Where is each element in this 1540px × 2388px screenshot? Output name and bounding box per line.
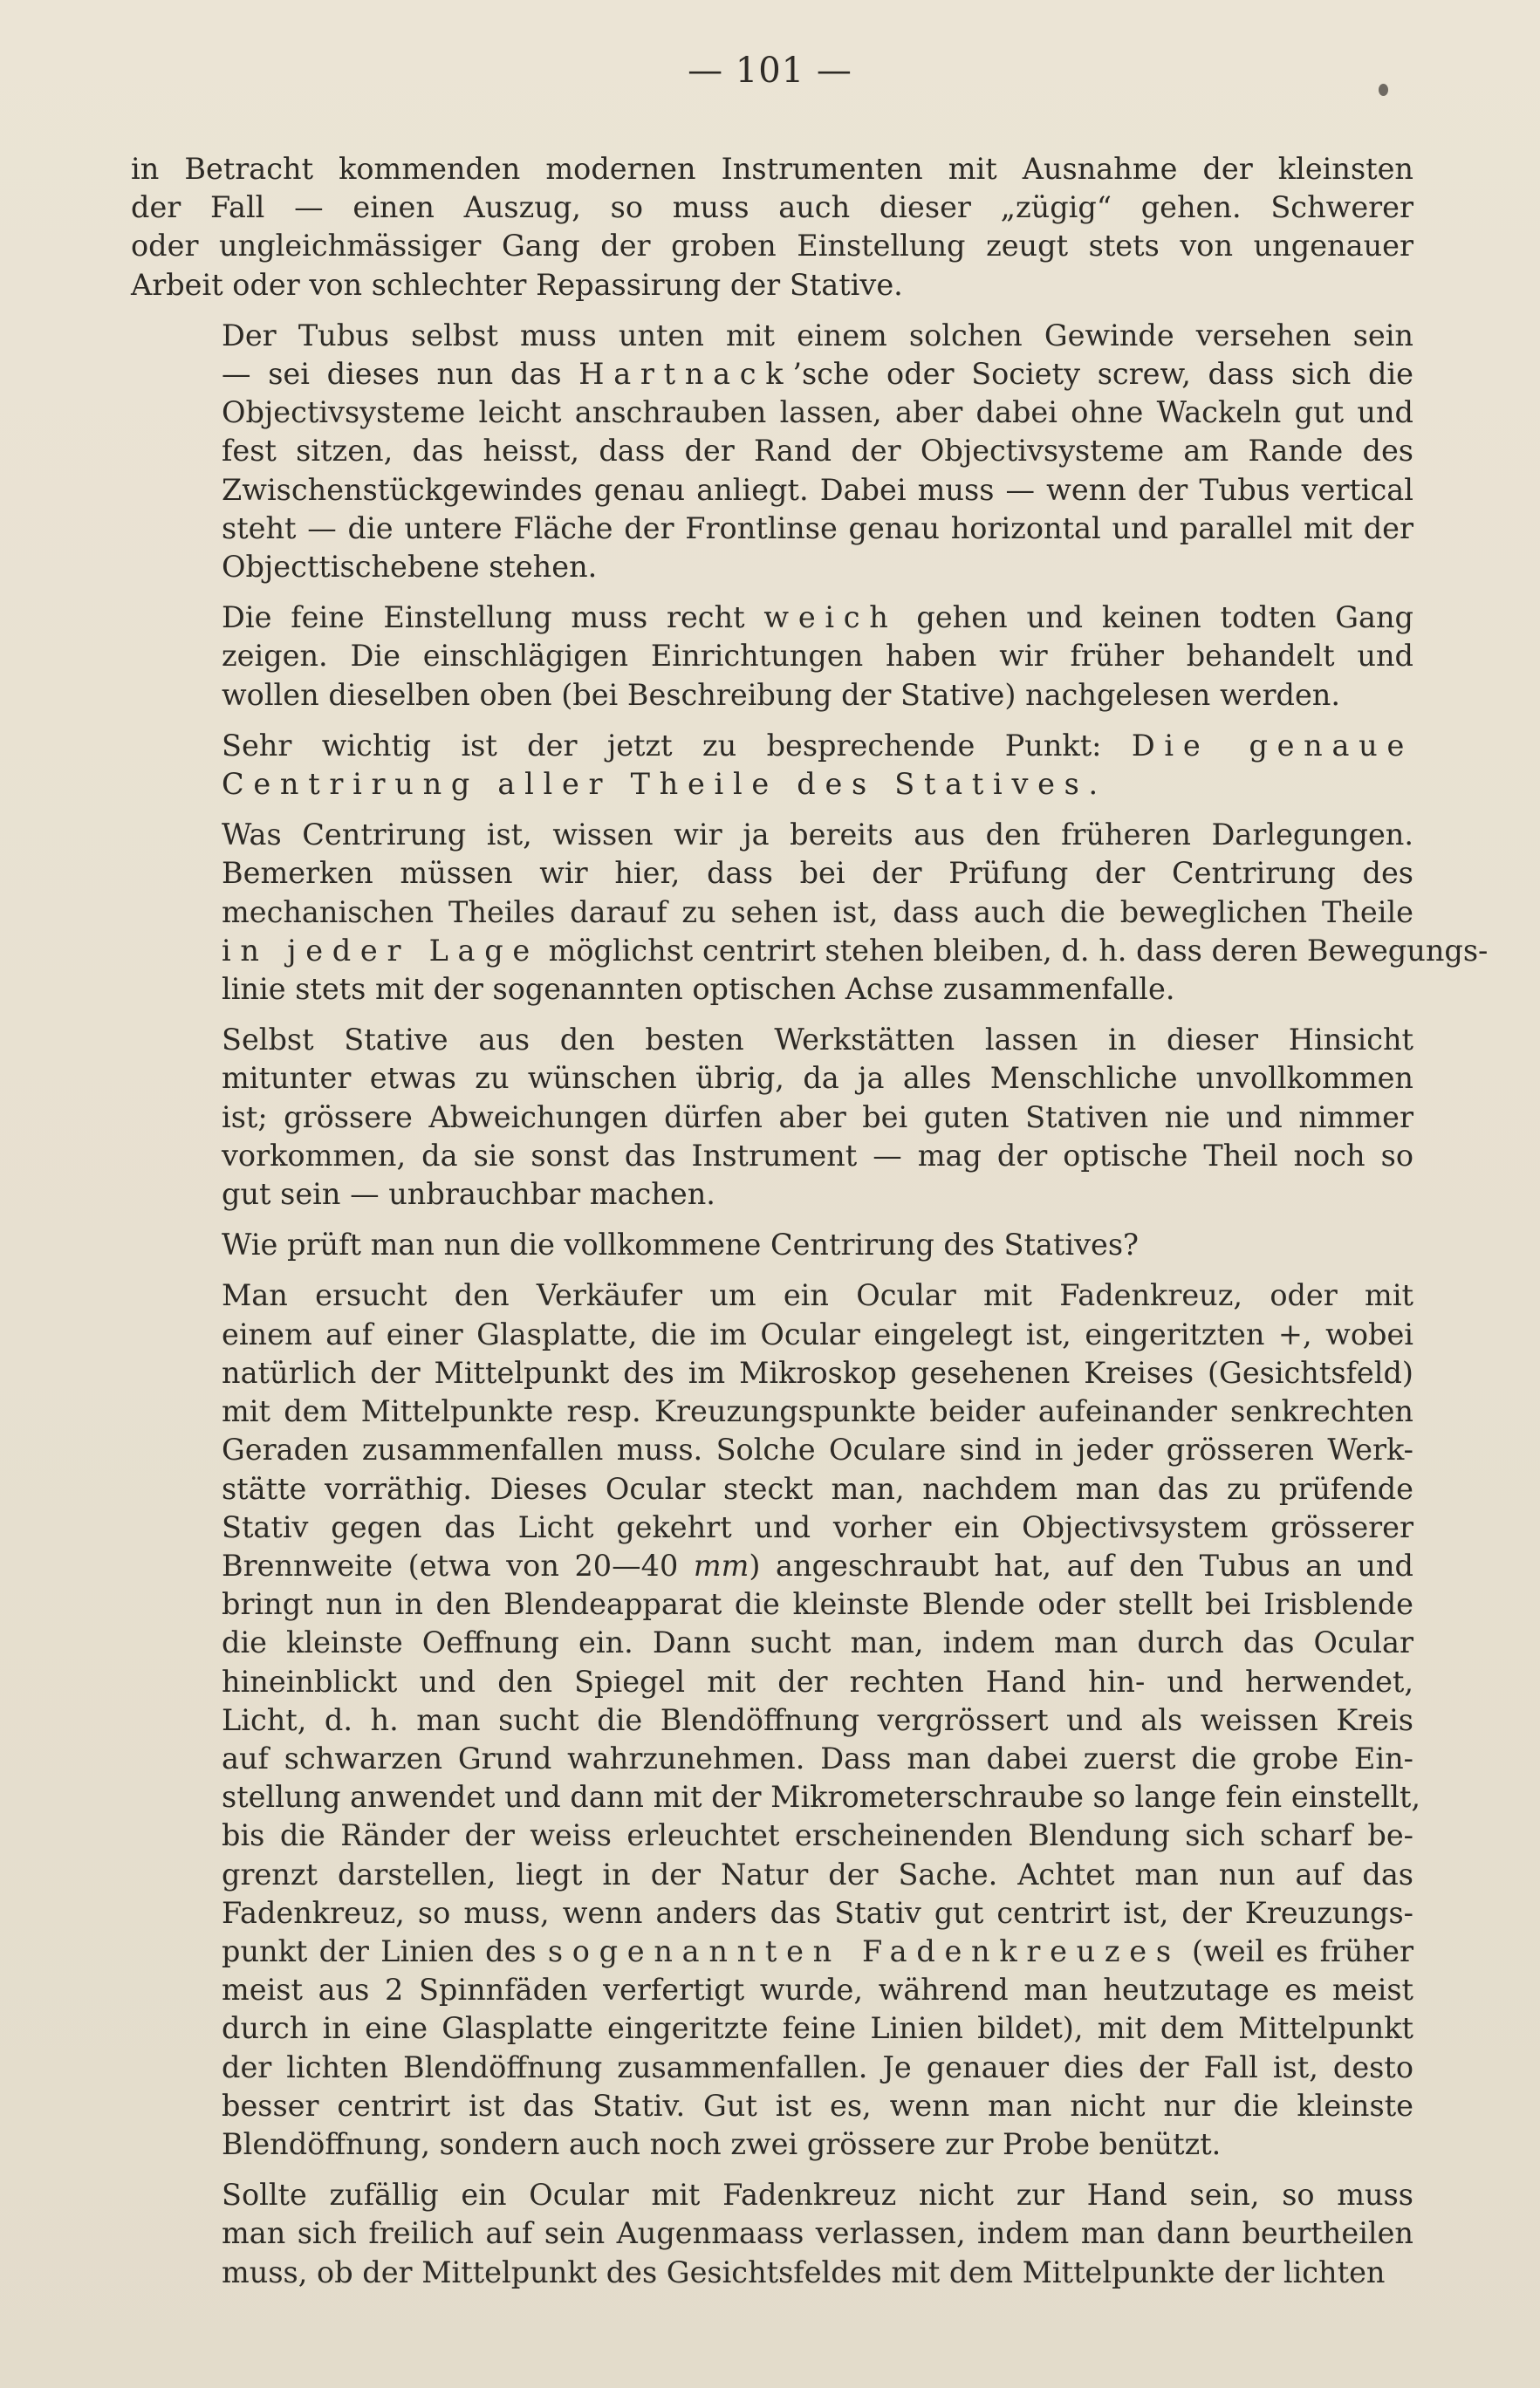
text-line [131, 317, 1413, 355]
text-run: ) angeschraubt hat, auf den Tubus an und [749, 1548, 1413, 1583]
text-line [131, 2087, 1413, 2125]
text-run: — sei dieses nun das [222, 357, 579, 392]
text-line [131, 1933, 1413, 1971]
text-line [131, 1226, 1413, 1264]
spaced-emphasis: sogenannten Fadenkreuzes [547, 1933, 1181, 1968]
text-run: grenzt darstellen, liegt in der Natur der Sache. Achtet man nun auf das [222, 1857, 1413, 1892]
text-run: natürlich der Mittelpunkt des im Mikroskop gesehenen Kreises (Gesichtsfeld) [222, 1355, 1413, 1390]
text-run: meist aus 2 Spinnfäden verfertigt wurde, während man heutzutage es meist [222, 1973, 1413, 2008]
text-run: Sehr wichtig ist der jetzt zu besprechende Punkt: [222, 728, 1132, 763]
text-line [131, 266, 1413, 304]
text-line [131, 393, 1413, 432]
text-run: mit dem Mittelpunkte resp. Kreuzungspunkte beider aufeinander senkrechten [222, 1394, 1413, 1429]
text-run: Der Tubus selbst muss unten mit einem solchen Gewinde versehen sein [222, 318, 1413, 352]
text-line [131, 510, 1413, 548]
text-line [131, 1470, 1413, 1509]
spaced-emphasis: Hartnack [578, 357, 793, 392]
page-number: — 101 — [688, 51, 852, 91]
text-line [131, 471, 1413, 510]
text-run: besser centrirt ist das Stativ. Gut ist es, wenn man nicht nur die kleinste [222, 2088, 1413, 2123]
paragraph-p7 [131, 1226, 1413, 1264]
italic-unit: mm [693, 1548, 749, 1583]
spaced-emphasis: in jeder Lage [222, 933, 539, 968]
text-line [131, 1276, 1413, 1315]
text-line [131, 1624, 1413, 1662]
text-run: durch in eine Glasplatte eingeritzte feine Linien bildet), mit dem Mittelpunkt [222, 2011, 1413, 2046]
text-run: mechanischen Theiles darauf zu sehen ist, dass auch die beweglichen Theile [222, 894, 1413, 929]
spaced-emphasis: Die genaue [1131, 728, 1413, 763]
text-line [131, 1316, 1413, 1354]
text-run: hineinblickt und den Spiegel mit der rechten Hand hin- und herwendet, [222, 1664, 1413, 1699]
spaced-emphasis: Centrirung aller Theile des Statives. [222, 767, 1107, 802]
text-run: stellung anwendet und dann mit der Mikrometerschraube so lange fein einstellt, [222, 1780, 1421, 1815]
text-run: Arbeit oder von schlechter Repassirung der Stative. [131, 267, 903, 302]
text-line [131, 2176, 1413, 2214]
paragraph-p5 [131, 816, 1489, 1009]
text-run: oder ungleichmässiger Gang der groben Einstellung zeugt stets von ungenauer [131, 229, 1413, 263]
text-line [131, 355, 1413, 393]
text-run: Zwischenstückgewindes genau anliegt. Dabei muss — wenn der Tubus vertical [222, 472, 1413, 507]
text-line [131, 2009, 1413, 2048]
text-line [131, 893, 1413, 932]
text-run: man sich freilich auf sein Augenmaass verlassen, indem man dann beurtheilen [222, 2216, 1413, 2251]
paragraph-p8 [131, 1276, 1421, 2164]
text-run: ’sche oder Society screw, dass sich die [792, 357, 1413, 392]
text-run: zeigen. Die einschlägigen Einrichtungen haben wir früher behandelt und [222, 639, 1413, 674]
text-line [131, 150, 1413, 188]
paragraph-p9 [131, 2176, 1413, 2292]
text-line [131, 548, 1413, 586]
text-line [131, 188, 1413, 227]
text-run: Bemerken müssen wir hier, dass bei der Prüfung der Centrirung des [222, 856, 1413, 891]
text-line [131, 1817, 1413, 1855]
text-line [131, 2049, 1413, 2087]
text-run: Wie prüft man nun die vollkommene Centrirung des Statives? [222, 1228, 1139, 1262]
paragraph-p1 [131, 150, 1413, 304]
text-line [131, 1431, 1413, 1469]
text-line [131, 816, 1413, 854]
text-run: Fadenkreuz, so muss, wenn anders das Stativ gut centrirt ist, der Kreuzungs- [222, 1895, 1413, 1930]
paragraph-p2 [131, 317, 1413, 586]
text-run: Geraden zusammenfallen muss. Solche Oculare sind in jeder grösseren Werk- [222, 1433, 1413, 1468]
text-line [131, 1547, 1413, 1585]
text-run: auf schwarzen Grund wahrzunehmen. Dass man dabei zuerst die grobe Ein- [222, 1741, 1413, 1776]
text-line [131, 1021, 1413, 1059]
text-line [131, 432, 1413, 470]
text-line [131, 1175, 1413, 1214]
text-run: Objecttischebene stehen. [222, 550, 598, 585]
text-line [131, 970, 1413, 1009]
text-line [131, 1740, 1413, 1778]
text-line [131, 1894, 1413, 1933]
text-line [131, 1856, 1413, 1894]
text-line [131, 1971, 1413, 2009]
text-run: fest sitzen, das heisst, dass der Rand der Objectivsysteme am Rande des [222, 434, 1413, 469]
text-run: bis die Ränder der weiss erleuchtet erscheinenden Blendung sich scharf be- [222, 1818, 1413, 1853]
text-run: vorkommen, da sie sonst das Instrument — mag der optische Theil noch so [222, 1138, 1413, 1173]
text-line [131, 227, 1413, 265]
text-line [131, 1137, 1413, 1175]
text-run: Brennweite (etwa von 20—40 [222, 1548, 694, 1583]
text-run: Die feine Einstellung muss recht [222, 600, 764, 635]
text-line [131, 676, 1413, 715]
text-line [131, 1354, 1413, 1392]
text-line [131, 1098, 1413, 1137]
text-line [131, 637, 1413, 675]
text-line [131, 2214, 1413, 2253]
text-line [131, 1059, 1413, 1098]
text-run: gehen und keinen todten Gang [897, 600, 1413, 635]
text-line [131, 854, 1413, 893]
text-run: einem auf einer Glasplatte, die im Ocular eingelegt ist, eingeritzten +, wobei [222, 1317, 1413, 1351]
text-line [131, 1509, 1413, 1547]
body-text [131, 150, 1489, 2292]
text-line [131, 1585, 1413, 1624]
text-line [131, 1663, 1413, 1701]
spaced-emphasis: weich [763, 600, 898, 635]
text-run: Licht, d. h. man sucht die Blendöffnung vergrössert und als weissen Kreis [222, 1702, 1413, 1737]
text-run: Objectivsysteme leicht anschrauben lassen, aber dabei ohne Wackeln gut und [222, 395, 1413, 430]
paragraph-p3 [131, 599, 1413, 715]
text-line [131, 727, 1413, 765]
paragraph-p4 [131, 727, 1413, 804]
text-line [131, 2254, 1413, 2292]
text-run: steht — die untere Fläche der Frontlinse genau horizontal und parallel mit der [222, 510, 1413, 545]
text-run: Stativ gegen das Licht gekehrt und vorher ein Objectivsystem grösserer [222, 1509, 1413, 1544]
text-line [131, 2125, 1413, 2164]
text-run: Sollte zufällig ein Ocular mit Fadenkreuz nicht zur Hand sein, so muss [222, 2178, 1413, 2213]
text-run: stätte vorräthig. Dieses Ocular steckt man, nachdem man das zu prüfende [222, 1471, 1413, 1506]
text-run: punkt der Linien des [222, 1933, 548, 1968]
text-line [131, 599, 1413, 637]
text-line [131, 1392, 1413, 1431]
text-line [131, 1701, 1413, 1740]
text-run: linie stets mit der sogenannten optischen Achse zusammenfalle. [222, 972, 1175, 1007]
text-line [131, 932, 1489, 970]
ink-spot [1379, 84, 1388, 96]
text-run: bringt nun in den Blendeapparat die kleinste Blende oder stellt bei Irisblende [222, 1587, 1413, 1622]
text-run: Blendöffnung, sondern auch noch zwei grössere zur Probe benützt. [222, 2126, 1222, 2161]
text-run: in Betracht kommenden modernen Instrumenten mit Ausnahme der kleinsten [131, 152, 1413, 186]
paragraph-p6 [131, 1021, 1413, 1214]
text-run: möglichst centrirt stehen bleiben, d. h. dass deren Bewegungs- [538, 933, 1489, 968]
text-run: Man ersucht den Verkäufer um ein Ocular mit Fadenkreuz, oder mit [222, 1278, 1413, 1313]
text-run: muss, ob der Mittelpunkt des Gesichtsfeldes mit dem Mittelpunkte der lichten [222, 2255, 1386, 2289]
text-run: die kleinste Oeffnung ein. Dann sucht man, indem man durch das Ocular [222, 1625, 1413, 1660]
text-run: der lichten Blendöffnung zusammenfallen. Je genauer dies der Fall ist, desto [222, 2049, 1413, 2084]
text-run: gut sein — unbrauchbar machen. [222, 1177, 715, 1212]
text-run: ist; grössere Abweichungen dürfen aber bei guten Stativen nie und nimmer [222, 1099, 1413, 1134]
text-run: Was Centrirung ist, wissen wir ja bereits aus den früheren Darlegungen. [222, 818, 1413, 852]
text-run: wollen dieselben oben (bei Beschreibung der Stative) nachgelesen werden. [222, 677, 1341, 712]
text-run: Selbst Stative aus den besten Werkstätten lassen in dieser Hinsicht [222, 1023, 1413, 1057]
text-line [131, 765, 1413, 804]
text-run: der Fall — einen Auszug, so muss auch dieser „zügig“ gehen. Schwerer [131, 190, 1413, 225]
text-run: (weil es früher [1180, 1933, 1413, 1968]
text-run: mitunter etwas zu wünschen übrig, da ja alles Menschliche unvollkommen [222, 1061, 1413, 1096]
text-line [131, 1778, 1421, 1817]
